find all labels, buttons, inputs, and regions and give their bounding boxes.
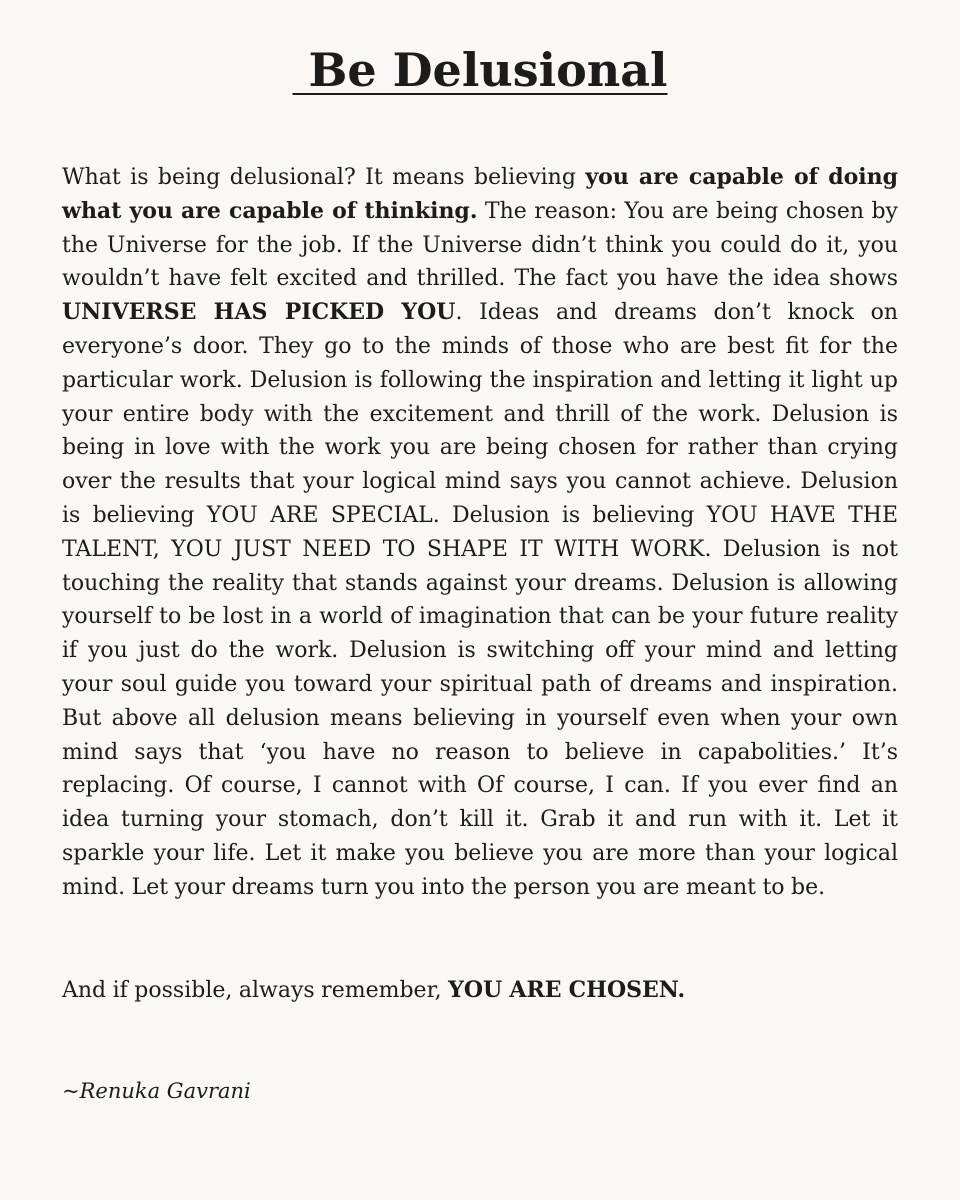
body-text-1: What is being delusional? It means believing — [62, 165, 586, 190]
author-signature: ~Renuka Gavrani — [62, 1079, 251, 1103]
closing-text: And if possible, always remember, — [62, 978, 449, 1003]
body-bold-2: UNIVERSE HAS PICKED YOU — [62, 299, 456, 326]
closing-bold: YOU ARE CHOSEN. — [448, 977, 686, 1003]
body-text-2: The reason: You are being chosen by the Universe for the job. If the Universe didn’t think you could do it, you wouldn’t have felt excited and thrilled. The fact you have the idea shows — [62, 198, 898, 292]
title-text: Be Delusional — [292, 43, 668, 97]
body-text-3: . Ideas and dreams don’t knock on everyone’s door. They go to the minds of those who are best fit for the particular work. Delusion is following the inspiration and letting it light up your entire body with the excitement and thrill of the work. Delusion is being in love with the work you are being chosen for rather than crying over the results that your logical mind says you cannot achieve. Delusion is believing YOU ARE SPECIAL. Delusion is believing YOU HAVE THE TALENT, YOU JUST NEED TO SHAPE IT WITH WORK. Delusion is not touching the reality that stands against your dreams. Delusion is allowing yourself to be lost in a world of imagination that can be your future reality if you just do the work. Delusion is switching off your mind and letting your soul guide you toward your spiritual path of dreams and inspiration. But above all delusion means believing in yourself even when your own mind says that ‘you have no reason to believe in capabolities.’ It’s replacing. Of course, I cannot with Of course, I can. If you ever find an idea turning your stomach, don’t kill it. Grab it and run with it. Let it sparkle your life. Let it make you believe you are more than your logical mind. Let your dreams turn you into the person you are meant to be. — [62, 300, 898, 900]
body-bold-1: you are capable of doing what you are capable of thinking. — [62, 164, 898, 224]
body-paragraph — [62, 161, 898, 905]
page-title — [0, 38, 960, 102]
closing-line — [62, 974, 898, 1008]
